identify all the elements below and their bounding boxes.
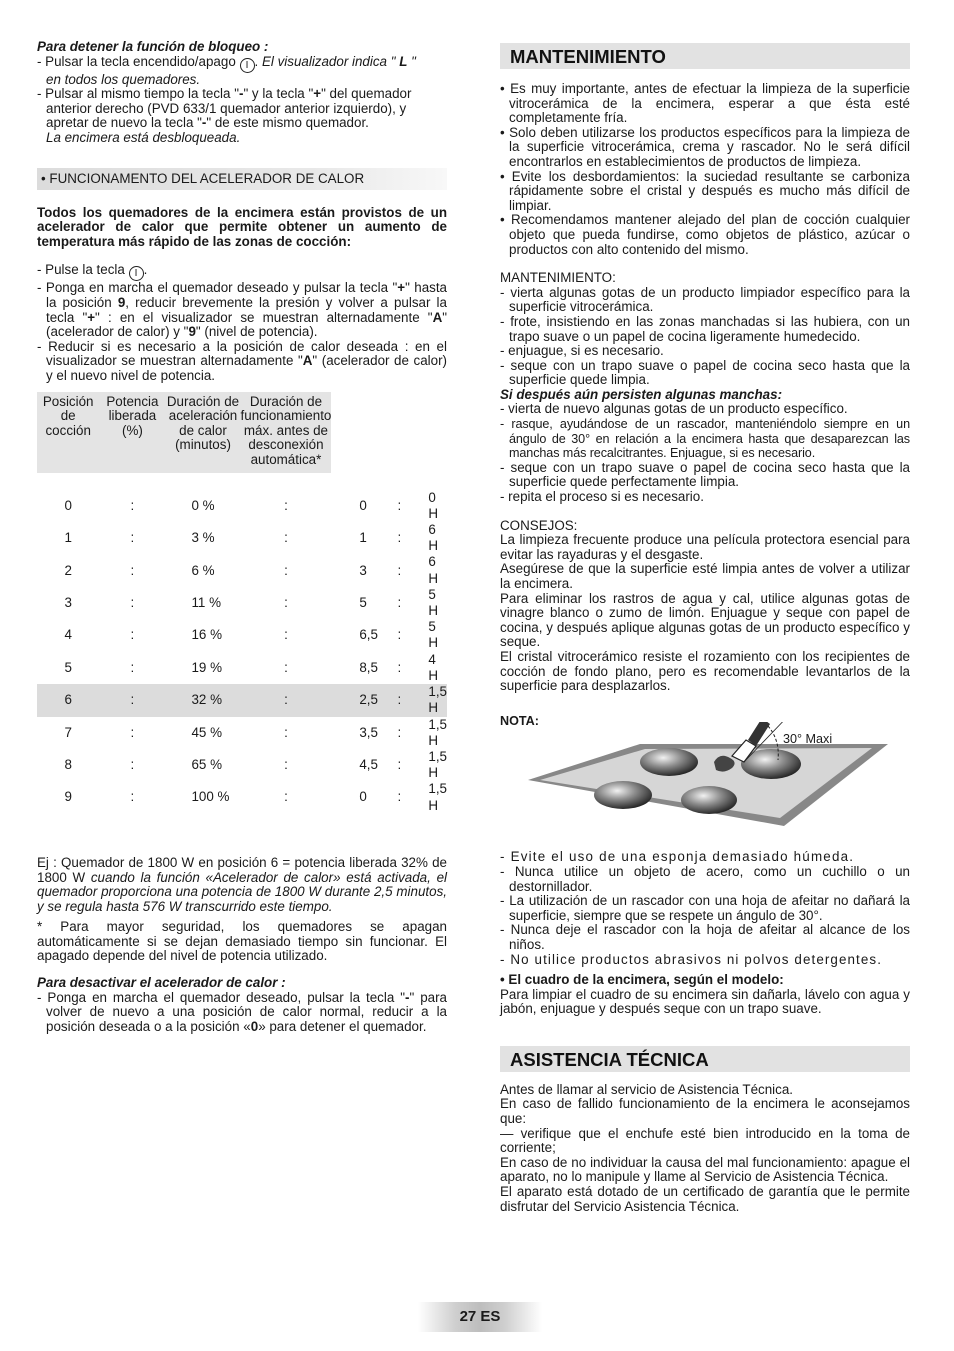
table-row	[37, 619, 447, 651]
cell-max-duration: 5 H	[428, 586, 439, 619]
cell-separator: :	[397, 692, 402, 708]
power-button-icon: I	[240, 58, 255, 73]
list-item: - vierta de nuevo algunas gotas de un producto específico.	[500, 401, 848, 417]
tip-text: El cristal vitrocerámico resiste el rozamiento con los recipientes de cocción de fondo plano, pero es recomendable levantarlos de la superficie para desplazarlos.	[500, 648, 910, 694]
cell-power: 16 %	[191, 627, 222, 643]
maintenance-label: MANTENIMIENTO:	[500, 270, 616, 286]
cell-power: 19 %	[191, 659, 222, 675]
frame-heading: • El cuadro de la encimera, según el modelo:	[500, 972, 784, 988]
cell-position: 1	[64, 530, 72, 546]
cell-position: 8	[64, 757, 72, 772]
unlock-step-1: - Pulsar la tecla encendido/apago I . El visualizador indica " L "	[37, 53, 416, 71]
cell-separator: :	[284, 530, 288, 546]
table-row	[37, 490, 447, 522]
table-row	[37, 684, 447, 716]
cell-duration: 0	[359, 789, 367, 805]
list-item: - frote, insistiendo en las zonas manchadas si las hubiera, con un trapo suave o un papel de cocina ligeramente humedecido.	[500, 313, 910, 344]
cell-separator: :	[397, 530, 402, 546]
assist-text: — verifique que el enchufe esté bien introducido en la toma de corriente;	[500, 1125, 910, 1156]
cell-power: 100 %	[191, 789, 230, 805]
list-item: - seque con un trapo suave o papel de cocina seco hasta que la superficie quede limpia.	[500, 357, 910, 388]
table-row	[37, 554, 447, 586]
cell-max-duration: 0 H	[428, 489, 439, 521]
table-header-row	[37, 392, 447, 474]
assistance-title: ASISTENCIA TÉCNICA	[500, 1046, 910, 1072]
power-button-icon: I	[129, 266, 144, 281]
accel-step-1: - Pulse la tecla I .	[37, 262, 148, 280]
cell-position: 3	[64, 594, 72, 610]
list-item: - La utilización de un rascador con una hoja de afeitar no dañará la superficie, siempre que se respete un ángulo de 30°.	[500, 893, 910, 923]
cooking-zone	[594, 781, 652, 809]
cell-max-duration: 4 H	[428, 651, 439, 683]
cell-separator: :	[130, 530, 135, 546]
cell-duration: 3,5	[359, 724, 378, 740]
angle-label: 30° Maxi	[783, 732, 833, 747]
tip-text: La limpieza frecuente produce una película protectora esencial para evitar las rayaduras y el desgaste.	[500, 532, 910, 562]
cell-separator: :	[397, 789, 402, 805]
table-row	[37, 749, 447, 781]
page-number: 27 ES	[418, 1302, 542, 1332]
cell-separator: :	[130, 757, 135, 772]
list-item: - Evite el uso de una esponja demasiado húmeda.	[500, 849, 855, 865]
table-header: Duración de funcionamiento máx. antes de desconexión automática*	[240, 393, 332, 467]
tips-label: CONSEJOS:	[500, 517, 578, 533]
list-item: • Es muy importante, antes de efectuar la limpieza de la superficie vitrocerámica de la encimera, esperar a que ésta esté completamente fría.	[500, 81, 910, 126]
frame-text: Para limpiar el cuadro de su encimera sin dañarla, lávelo con agua y jabón, enjuague y después seque con un trapo suave.	[500, 986, 910, 1017]
cell-separator: :	[284, 562, 288, 578]
list-item: - seque con un trapo suave o papel de cocina seco hasta que la superficie quede perfectamente limpia.	[500, 459, 910, 490]
list-item: • Evite los desbordamientos: la suciedad resultante se carboniza rápidamente sobre el cristal y después es mucho más difícil de limpiar.	[500, 168, 910, 213]
cell-separator: :	[130, 627, 135, 643]
list-item: - rasque, ayudándose de un rascador, manteniéndolo siempre en un ángulo de 30° en relación a la encimera hasta que desaparezcan las manchas más recalcitrantes. Enjuague, si es necesario.	[500, 417, 910, 461]
accelerator-table	[37, 392, 447, 830]
cooking-zone	[640, 748, 698, 776]
list-item: - No utilice productos abrasivos ni polvos detergentes.	[500, 951, 883, 967]
cell-duration: 8,5	[359, 659, 378, 675]
right-column	[500, 40, 910, 1214]
cell-power: 3 %	[191, 530, 215, 546]
deactivate-step: - Ponga en marcha el quemador deseado, pulsar la tecla "-" para volver de nuevo a una posición de calor normal, reducir a la posición deseada o a la posición «0» para detener el quemador.	[37, 989, 447, 1034]
cell-position: 5	[64, 659, 72, 675]
cell-separator: :	[284, 692, 288, 708]
assist-text: En caso de no individuar la causa del mal funcionamiento: apague el aparato, no lo manipule y llame al Servicio de Asistencia Técnica.	[500, 1154, 910, 1185]
cell-separator: :	[130, 692, 135, 708]
cell-power: 6 %	[191, 562, 215, 578]
cell-max-duration: 5 H	[428, 619, 439, 651]
cell-duration: 3	[359, 562, 367, 578]
cell-duration: 0	[359, 497, 367, 513]
cell-separator: :	[397, 659, 402, 675]
cell-separator: :	[397, 757, 402, 772]
table-header: Posición de cocción	[42, 393, 94, 438]
table-header: Duración de aceleración de calor (minutos)	[166, 393, 240, 453]
cell-position: 4	[64, 627, 72, 643]
list-item: - enjuague, si es necesario.	[500, 343, 664, 359]
left-column	[37, 40, 447, 1034]
cell-max-duration: 1,5 H	[428, 781, 447, 813]
cell-max-duration: 1,5 H	[428, 748, 447, 781]
table-row	[37, 522, 447, 554]
list-item: - Nunca deje el rascador con la hoja de afeitar al alcance de los niños.	[500, 922, 910, 952]
table-row	[37, 587, 447, 619]
table-body	[37, 473, 447, 829]
list-item: - Nunca utilice un objeto de acero, como un cuchillo o un destornillador.	[500, 863, 910, 894]
cell-separator: :	[397, 627, 402, 643]
cell-position: 0	[64, 497, 72, 513]
cell-position: 9	[64, 789, 72, 805]
cell-max-duration: 6 H	[428, 554, 439, 586]
footnote: * Para mayor seguridad, los quemadores se apagan automáticamente si se dejan demasiado tiempo sin funcionar. El apagado depende del nivel de potencia utilizado.	[37, 919, 447, 964]
tip-text: Asegúrese de que la superficie esté limpia antes de volver a utilizar la encimera.	[500, 561, 910, 591]
unlock-heading: Para detener la función de bloqueo :	[37, 39, 269, 54]
cell-separator: :	[284, 789, 288, 805]
cell-power: 32 %	[191, 692, 222, 708]
stains-heading: Si después aún persisten algunas manchas:	[500, 386, 783, 402]
list-item: - vierta algunas gotas de un producto limpiador específico para la superficie vitrocerámica.	[500, 284, 910, 315]
cell-duration: 5	[359, 594, 367, 610]
cell-duration: 2,5	[359, 692, 378, 708]
maintenance-title: MANTENIMIENTO	[500, 43, 910, 69]
nota-label: NOTA:	[500, 713, 539, 728]
tip-text: Para eliminar los rastros de agua y cal, utilice algunas gotas de vinagre blanco o zumo de limón. Enjuague y seque con papel de cocina, y después aplique algunas gotas de un producto específico y seque.	[500, 590, 910, 650]
cell-duration: 6,5	[359, 627, 378, 643]
unlock-step-2: - Pulsar al mismo tiempo la tecla "-" y la tecla "+" del quemador anterior derecho (PVD 633/1 quemador anterior izquierdo), y apretar de nuevo la tecla "-" de este mismo quemador.	[37, 86, 412, 131]
cell-separator: :	[130, 789, 135, 805]
cell-separator: :	[130, 594, 135, 610]
list-item: • Recomendamos mantener alejado del plan de cocción cualquier objeto que pueda fundirse, como objetos de plástico, azúcar o productos con alto contenido del mismo.	[500, 212, 910, 257]
table-row	[37, 781, 447, 813]
accel-step-2: - Ponga en marcha el quemador deseado y pulsar la tecla "+" hasta la posición 9, reducir brevemente la presión y volver a pulsar la tecla "+" : en el visualizador se muestran alternadamente "A" (acelerador de calor) y "9" (nivel de potencia).	[37, 280, 448, 340]
cell-separator: :	[397, 724, 402, 740]
unlock-step-1-cont: en todos los quemadores.	[46, 71, 201, 87]
accel-step-3: - Reducir si es necesario a la posición de calor deseada : en el visualizador se muestran alternadamente "A" (acelerador de calor) y el nuevo nivel de potencia.	[37, 338, 447, 383]
cell-separator: :	[397, 497, 402, 513]
cell-position: 7	[64, 724, 72, 740]
cell-position: 2	[64, 562, 72, 578]
cell-separator: :	[284, 627, 288, 643]
cell-separator: :	[397, 594, 402, 610]
cell-separator: :	[130, 659, 135, 675]
accel-section-bar: • FUNCIONAMENTO DEL ACELERADOR DE CALOR	[37, 168, 447, 190]
assist-text: Antes de llamar al servicio de Asistencia Técnica.	[500, 1081, 793, 1097]
scraper-handle-icon	[748, 722, 770, 746]
cell-separator: :	[284, 659, 288, 675]
cell-duration: 4,5	[359, 757, 378, 772]
assist-text: En caso de fallido funcionamiento de la encimera le aconsejamos que:	[500, 1096, 910, 1127]
cell-max-duration: 1,5 H	[428, 684, 447, 716]
cooking-zone	[681, 786, 737, 814]
cell-separator: :	[130, 562, 135, 578]
cell-position: 6	[64, 692, 72, 708]
table-row	[37, 652, 447, 684]
cell-separator: :	[397, 562, 402, 578]
cell-separator: :	[284, 724, 288, 740]
cooktop-scraper-drawing	[500, 722, 910, 840]
list-item: • Solo deben utilizarse los productos específicos para la limpieza de la superficie vitrocerámica, crema y rascador. No le será difícil encontrarlos en establecimientos de productos de limpieza.	[500, 124, 910, 169]
cell-separator: :	[284, 497, 288, 513]
cooktop-illustration	[500, 722, 910, 840]
assist-text: El aparato está dotado de un certificado de garantía que le permite disfrutar del Servicio Asistencia Técnica.	[500, 1184, 910, 1214]
cell-separator: :	[284, 757, 288, 772]
cell-duration: 1	[359, 530, 367, 546]
list-item: - repita el proceso si es necesario.	[500, 489, 704, 505]
cell-power: 65 %	[191, 757, 222, 772]
cell-power: 0 %	[191, 497, 215, 513]
cell-power: 45 %	[191, 724, 222, 740]
example-text: Ej : Quemador de 1800 W en posición 6 = potencia liberada 32% de 1800 W cuando la función «Acelerador de calor» está activada, el quemador proporciona una potencia de 1800 W durante 2,5 minutos, y se regula hasta 576 W transcurrido este tiempo.	[37, 854, 447, 914]
cell-separator: :	[130, 497, 135, 513]
cell-max-duration: 1,5 H	[428, 716, 447, 748]
table-header: Potencia liberada (%)	[106, 393, 159, 438]
accel-intro: Todos los quemadores de la encimera están provistos de un acelerador de calor que permite obtener un aumento de temperatura más rápido de las zonas de cocción:	[37, 204, 447, 249]
cell-max-duration: 6 H	[428, 522, 439, 554]
cell-separator: :	[130, 724, 135, 740]
deactivate-heading: Para desactivar el acelerador de calor :	[37, 975, 286, 991]
table-row	[37, 717, 447, 749]
cell-power: 11 %	[191, 594, 221, 610]
unlock-result: La encimera está desbloqueada.	[46, 129, 241, 145]
cell-separator: :	[284, 594, 288, 610]
